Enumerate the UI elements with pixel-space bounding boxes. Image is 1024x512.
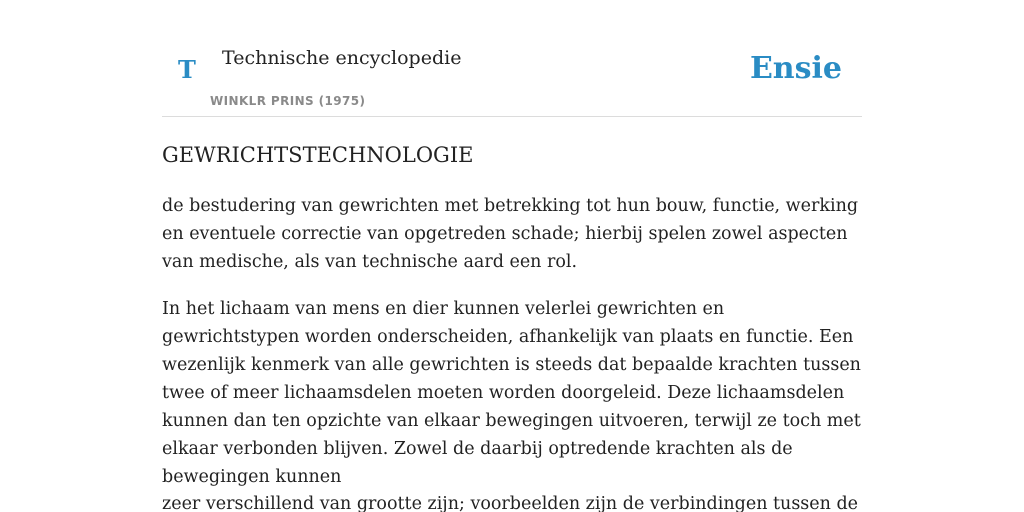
book-source: WINKLR PRINS (1975): [210, 94, 366, 108]
book-header: [162, 0, 862, 117]
book-title-link[interactable]: Technische encyclopedie: [222, 47, 462, 69]
article-paragraph: zeer verschillend van grootte zijn; voorbeelden zijn de verbindingen tussen de: [162, 494, 859, 512]
article-page: [162, 0, 862, 512]
book-letter-icon[interactable]: T: [178, 55, 196, 84]
article-paragraph: In het lichaam van mens en dier kunnen velerlei gewrichten en gewrichtstypen worden onderscheiden, afhankelijk van plaats en functie. Een wezenlijk kenmerk van alle gewrichten is steeds dat bepaalde krachten tussen twee of meer lichaamsdelen moeten worden doorgeleid. Deze lichaamsdelen kunnen dan ten opzichte van elkaar bewegingen uitvoeren, terwijl ze toch met elkaar verbonden blijven. Zowel de daarbij optredende krachten als de bewegingen kunnen: [162, 299, 861, 487]
article-title: GEWRICHTSTECHNOLOGIE: [162, 143, 474, 167]
ensie-logo[interactable]: Ensie: [749, 51, 842, 86]
article-paragraph: de bestudering van gewrichten met betrekking tot hun bouw, functie, werking en eventuele correctie van opgetreden schade; hierbij spelen zowel aspecten van medische, als van technische aard een rol.: [162, 196, 859, 272]
